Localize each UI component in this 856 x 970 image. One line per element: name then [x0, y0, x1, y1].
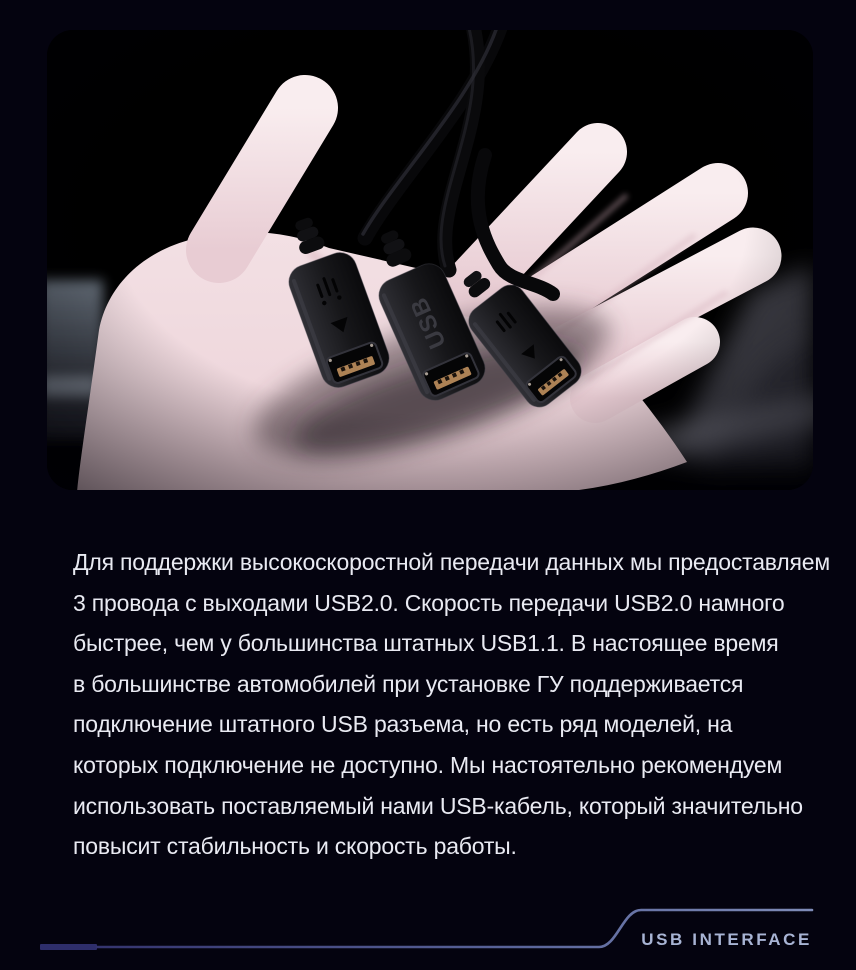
- usb-interface-label: USB INTERFACE: [641, 930, 812, 949]
- paragraph-line: Для поддержки высокоскоростной передачи данных мы предоставляем: [73, 549, 830, 575]
- paragraph-line: которых подключение не доступно. Мы настоятельно рекомендуем: [73, 751, 783, 778]
- product-photo: [47, 30, 813, 490]
- paragraph-line: подключение штатного USB разъема, но есть ряд моделей, на: [73, 711, 733, 738]
- hand-usb-photo-illustration: [47, 30, 813, 490]
- paragraph-line: использовать поставляемый нами USB-кабель, который значительно: [73, 792, 803, 819]
- accent-bar: [40, 944, 97, 950]
- paragraph-line: 3 провода с выходами USB2.0. Скорость передачи USB2.0 намного: [73, 589, 785, 616]
- paragraph-line: быстрее, чем у большинства штатных USB1.1. В настоящее время: [73, 630, 779, 657]
- description-text: [73, 542, 830, 867]
- paragraph-line: повысит стабильность и скорость работы.: [73, 833, 517, 860]
- paragraph-line: в большинстве автомобилей при установке ГУ поддерживается: [73, 670, 744, 697]
- photo-vignette: [47, 30, 813, 490]
